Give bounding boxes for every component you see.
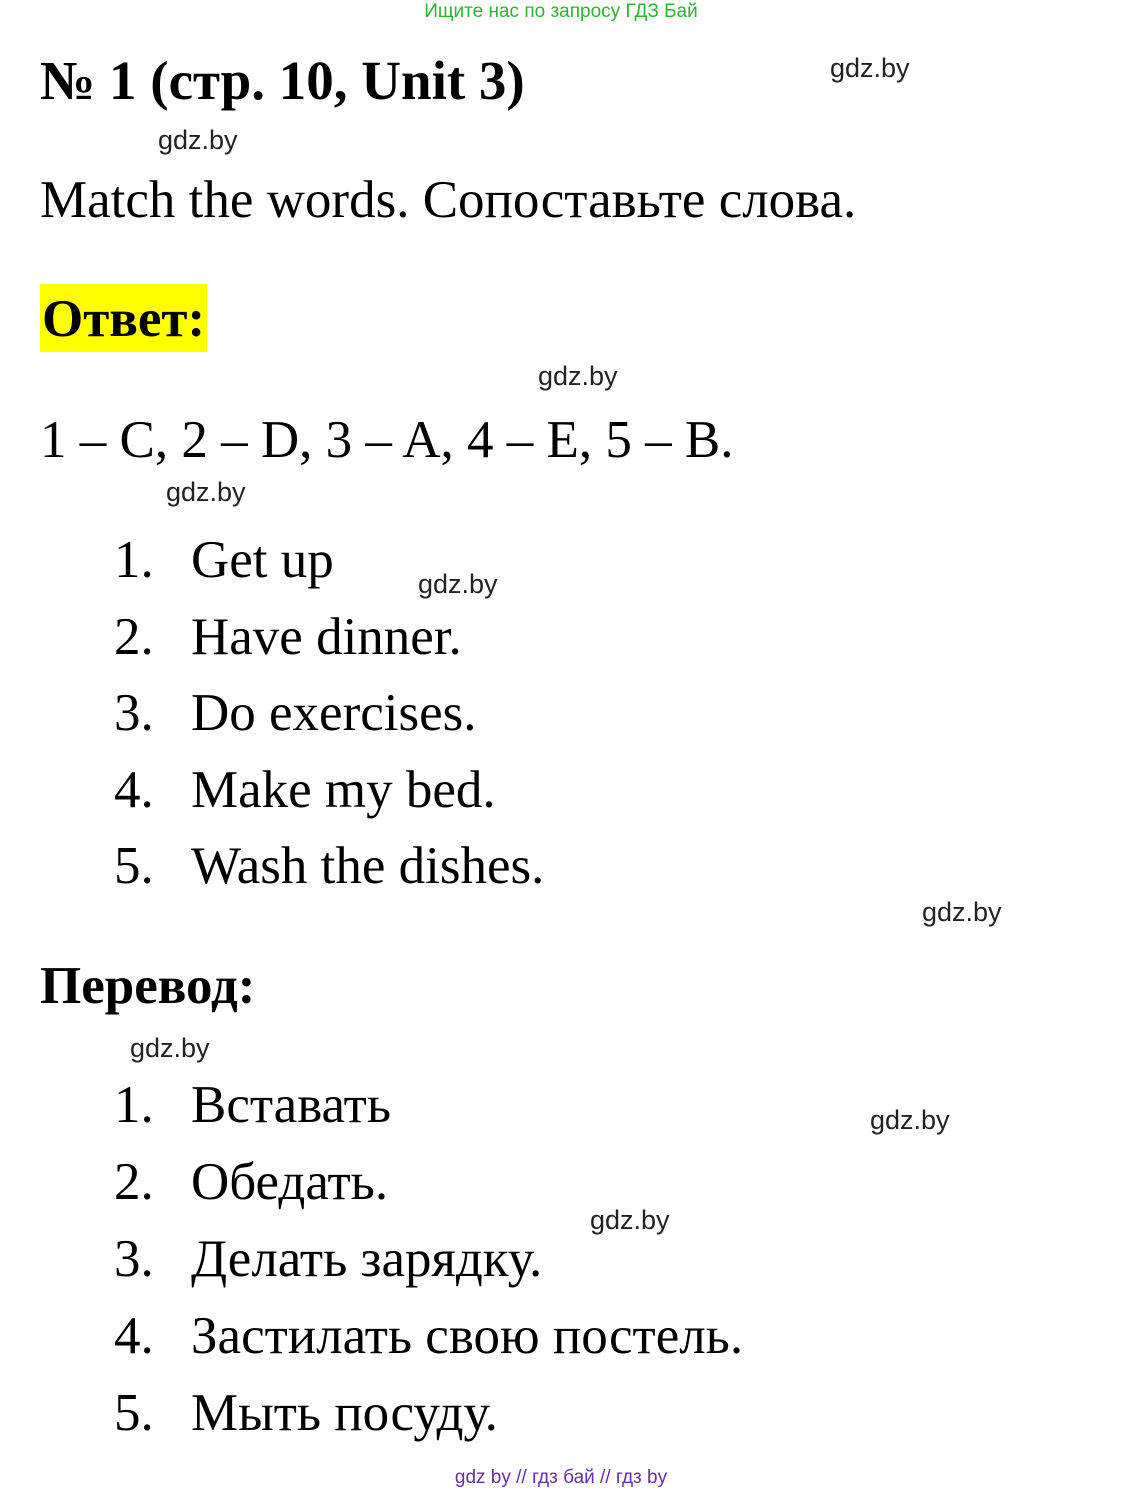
watermark: gdz.by bbox=[830, 53, 910, 83]
list-item-text: Get up bbox=[191, 531, 334, 589]
watermark: gdz.by bbox=[166, 477, 246, 507]
translation-heading: Перевод: bbox=[40, 957, 256, 1015]
answer-heading: Ответ: bbox=[40, 284, 207, 352]
watermark: gdz.by bbox=[418, 569, 498, 599]
list-item-text: Wash the dishes. bbox=[191, 837, 545, 895]
footer-links[interactable]: gdz by // гдз бай // гдз by bbox=[454, 1467, 668, 1488]
watermark: gdz.by bbox=[922, 897, 1002, 927]
list-item-number: 2. bbox=[114, 608, 154, 666]
list-item-number: 5. bbox=[114, 837, 154, 895]
watermark: gdz.by bbox=[158, 125, 238, 155]
list-item-number: 1. bbox=[114, 531, 154, 589]
top-banner-link[interactable]: Ищите нас по запросу ГДЗ Бай bbox=[424, 1, 698, 22]
list-item-text: Мыть посуду. bbox=[191, 1384, 498, 1442]
answer-key: 1 – C, 2 – D, 3 – A, 4 – E, 5 – B. bbox=[40, 411, 734, 469]
list-item-text: Do exercises. bbox=[191, 684, 477, 742]
watermark: gdz.by bbox=[538, 361, 618, 391]
watermark: gdz.by bbox=[130, 1033, 210, 1063]
list-item-number: 2. bbox=[114, 1153, 154, 1211]
list-item-text: Делать зарядку. bbox=[191, 1230, 543, 1288]
exercise-title: № 1 (стр. 10, Unit 3) bbox=[40, 50, 525, 111]
watermark: gdz.by bbox=[870, 1105, 950, 1135]
list-item-number: 5. bbox=[114, 1384, 154, 1442]
list-item-number: 4. bbox=[114, 1307, 154, 1365]
list-item-text: Застилать свою постель. bbox=[191, 1307, 744, 1365]
task-instruction: Match the words. Сопоставьте слова. bbox=[40, 171, 857, 229]
list-item-number: 4. bbox=[114, 761, 154, 819]
list-item-number: 3. bbox=[114, 1230, 154, 1288]
list-item-number: 1. bbox=[114, 1076, 154, 1134]
list-item-text: Have dinner. bbox=[191, 608, 462, 666]
list-item-text: Обедать. bbox=[191, 1153, 389, 1211]
list-item-number: 3. bbox=[114, 684, 154, 742]
list-item-text: Make my bed. bbox=[191, 761, 496, 819]
watermark: gdz.by bbox=[590, 1205, 670, 1235]
list-item-text: Вставать bbox=[191, 1076, 392, 1134]
